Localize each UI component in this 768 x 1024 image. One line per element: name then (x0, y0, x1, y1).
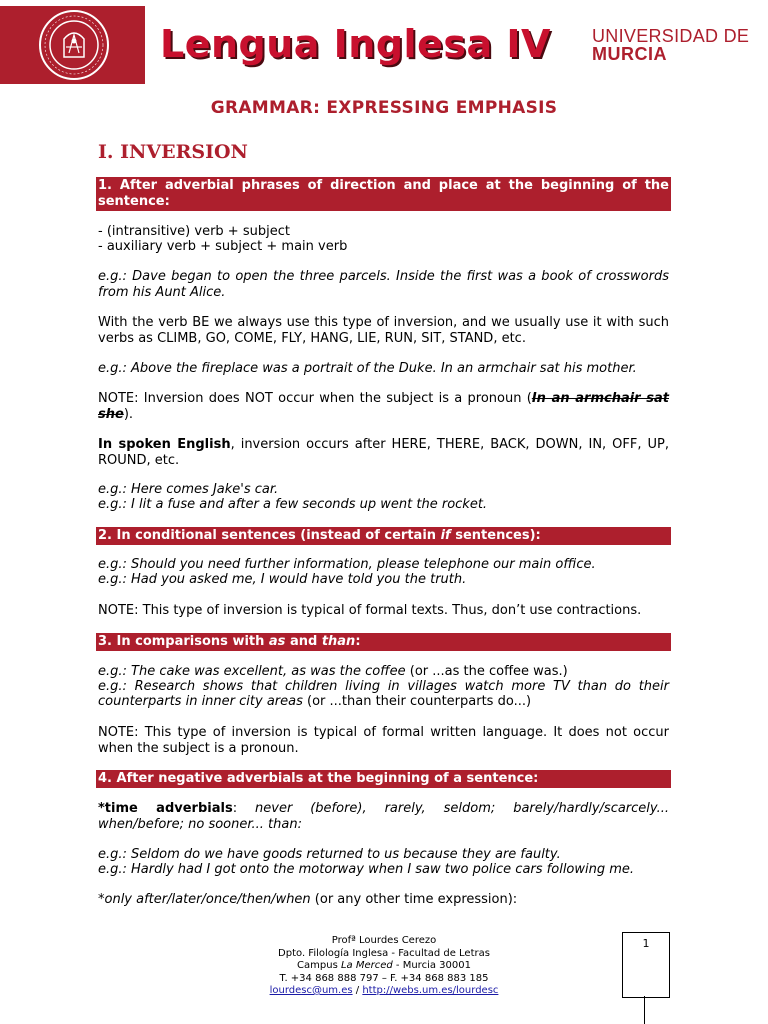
footer-campus-post: - Murcia 30001 (392, 960, 471, 971)
colon: : (232, 801, 256, 816)
section-2-heading (96, 527, 671, 545)
example-text (98, 497, 669, 512)
bar-text: and (285, 634, 322, 649)
paragraph-rest: (or any other time expression): (310, 892, 518, 907)
paragraph (98, 437, 669, 469)
example-text (98, 862, 669, 877)
paragraph-rest: , inversion occurs after HERE, THERE, BACK, DOWN, IN, OFF, UP, ROUND, etc. (98, 437, 669, 468)
section-heading: I. INVERSION (98, 141, 248, 163)
rule-line: - auxiliary verb + subject + main verb (98, 239, 348, 254)
example-alt: (or ...than their counterparts do...) (302, 694, 532, 709)
bar-text: 2. In conditional sentences (instead of certain (98, 528, 441, 543)
struck-example: In an armchair sat she (98, 391, 669, 422)
document-title: GRAMMAR: EXPRESSING EMPHASIS (210, 98, 558, 118)
example-text (98, 664, 669, 679)
page-number-box (622, 932, 670, 998)
example-text (98, 269, 669, 301)
note-paragraph (98, 391, 669, 423)
page-box-line (644, 996, 645, 1024)
example-italic: e.g.: Research shows that children living in villages watch more TV than do their counterparts in inner city areas (98, 679, 669, 709)
example-text (98, 847, 669, 862)
bold-lead: In spoken English (98, 437, 231, 452)
paragraph (98, 892, 669, 908)
paragraph: With the verb BE we always use this type of inversion, and we usually use it with such verbs as CLIMB, GO, COME, FLY, HANG, LIE, RUN, SIT, STAND, etc. (98, 315, 669, 346)
example-italic: e.g.: I lit a fuse and after a few seconds up went the rocket. (98, 497, 488, 512)
note-text-end: ). (123, 407, 134, 422)
example-italic: e.g.: Above the fireplace was a portrait of the Duke. In an armchair sat his mother. (98, 361, 637, 376)
adverbial-list: *only after/later/once/then/when (98, 892, 311, 907)
example-italic: e.g.: The cake was excellent, as was the coffee (98, 664, 406, 679)
section-1-heading: 1. After adverbial phrases of direction and place at the beginning of the sentence: (98, 178, 669, 209)
university-logo-text (592, 27, 749, 63)
bold-lead: *time adverbials (98, 801, 233, 816)
example-text (98, 572, 669, 587)
example-italic: e.g.: Seldom do we have goods returned to us because they are faulty. (98, 847, 561, 862)
adverbial-list: never (before), rarely, seldom; barely/hardly/scarcely... when/before; no sooner... than: (98, 801, 669, 832)
example-text (98, 679, 669, 709)
bar-text: : (355, 634, 361, 649)
course-title: Lengua Inglesa IV (160, 22, 551, 66)
bar-text: 3. In comparisons with (98, 634, 269, 649)
example-italic: e.g.: Here comes Jake's car. (98, 482, 279, 497)
footer-author: Profª Lourdes Cerezo (331, 935, 437, 946)
email-link[interactable]: lourdesc@um.es (269, 985, 353, 996)
rule-line: - (intransitive) verb + subject (98, 224, 290, 239)
section-3-heading (96, 633, 671, 651)
note-paragraph: NOTE: This type of inversion is typical of formal texts. Thus, don’t use contractions. (98, 603, 642, 618)
page-header (0, 0, 768, 86)
link-separator: / (352, 985, 363, 996)
footer-campus-name: La Merced (340, 960, 393, 971)
example-italic: e.g.: Hardly had I got onto the motorway when I saw two police cars following me. (98, 862, 635, 877)
example-italic: e.g.: Should you need further information, please telephone our main office. (98, 557, 596, 572)
bar-italic: as (268, 634, 286, 649)
footer-department: Dpto. Filología Inglesa - Facultad de Letras (278, 947, 490, 959)
example-italic: e.g.: Dave began to open the three parcels. Inside the first was a book of crosswords from his Aunt Alice. (98, 269, 669, 300)
university-line1: UNIVERSIDAD DE (592, 26, 750, 46)
seal-banner (0, 6, 145, 84)
university-line2: MURCIA (592, 44, 667, 64)
note-paragraph: NOTE: This type of inversion is typical of formal written language. It does not occur when the subject is a pronoun. (98, 725, 669, 756)
footer-campus-pre: Campus (297, 960, 341, 971)
university-seal-icon (38, 9, 110, 81)
section-4-heading: 4. After negative adverbials at the beginning of a sentence: (96, 770, 671, 788)
bar-italic: if (440, 528, 451, 543)
bar-text: sentences): (450, 528, 541, 543)
example-text (98, 557, 669, 572)
example-text (98, 361, 669, 377)
example-text (98, 482, 669, 497)
note-text: NOTE: Inversion does NOT occur when the subject is a pronoun ( (98, 391, 532, 406)
paragraph (98, 801, 669, 833)
website-link[interactable]: http://webs.um.es/lourdesc (362, 985, 499, 996)
example-italic: e.g.: Had you asked me, I would have told you the truth. (98, 572, 467, 587)
footer-phone: T. +34 868 888 797 – F. +34 868 883 185 (279, 972, 489, 984)
bar-italic: than (321, 634, 356, 649)
example-alt: (or ...as the coffee was.) (405, 664, 568, 679)
page-number: 1 (642, 937, 650, 950)
